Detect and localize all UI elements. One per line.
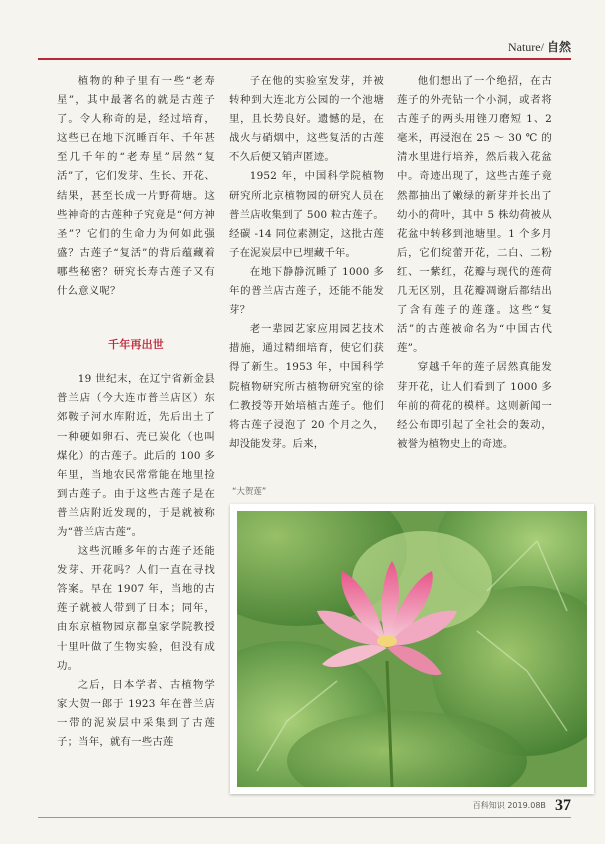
paragraph: 1952 年，中国科学院植物研究所北京植物园的研究人员在普兰店收集到了 500 粒古莲子。经碳 -14 同位素测定，这批古莲子在泥炭层中已埋藏千年。 [229,170,384,259]
magazine-issue: 百科知识 2019.08B [472,801,546,810]
paragraph: 在地下静静沉睡了 1000 多年的普兰店古莲子，还能不能发芽？ [229,265,384,317]
paragraph: 19 世纪末，在辽宁省新金县普兰店（今大连市普兰店区）东郊鞍子河水库附近，先后出土了一种硬如卵石、壳已炭化（也叫煤化）的古莲子。此后的 100 多年里，当地农民常常能在地里捡到古莲子。由于这些古莲子是在普兰店附近发现的，于是就被称为“普兰店古莲”。 [57,373,215,538]
paragraph: 这些沉睡多年的古莲子还能发芽、开花吗？人们一直在寻找答案。早在 1907 年，当地的古莲子就被人带到了日本；同年，由东京植物园京都皇家学院教授十里叶做了生物实验，但没有成功。 [57,545,215,672]
article-column-3 [397,72,552,454]
photo-frame [230,504,594,794]
page-footer [473,795,571,815]
section-title [508,38,571,55]
page-number: 37 [555,796,571,814]
section-heading: 千年再出世 [108,338,164,352]
paragraph: 子在他的实验室发芽，并被转种到大连北方公园的一个池塘里，且长势良好。遗憾的是，在战火与硝烟中，这些复活的古莲不久后便又销声匿迹。 [229,75,384,164]
section-separator: / [540,40,544,54]
paragraph: 老一辈园艺家应用园艺技术措施，通过精细培育，使它们获得了新生。1953 年，中国科学院植物研究所古植物研究室的徐仁教授等开始培植古莲子。他们将古莲子浸泡了 20 个月之久，却没能发芽。后来， [229,323,384,450]
section-title-en: Nature [507,40,541,54]
lotus-photo [237,511,587,787]
paragraph: 之后，日本学者、古植物学家大贺一郎于 1923 年在普兰店一带的泥炭层中采集到了古莲子；当年，就有一些古莲 [57,678,215,748]
paragraph: 植物的种子里有一些“老寿星”，其中最著名的就是古莲子了。令人称奇的是，经过培育，这些已在地下沉睡百年、千年甚至几千年的“老寿星”居然“复活”了，它们发芽、生长、开花、结果，甚至长成一片野荷塘。这些神奇的古莲种子究竟是“何方神圣”？它们的生命力为何如此强盛？古莲子“复活”的背后蕴藏着哪些秘密？研究长寿古莲子又有什么意义呢？ [57,75,215,298]
page-header [0,0,605,62]
section-title-cn: 自然 [546,40,571,54]
paragraph: 穿越千年的莲子居然真能发芽开花，让人们看到了 1000 多年前的荷花的模样。这则新闻一经公布即引起了全社会的轰动，被誉为植物史上的奇迹。 [397,361,552,450]
lotus-illustration [237,511,587,787]
footer-rule [38,817,571,818]
photo-caption: “大贺莲” [232,487,267,497]
article-column-2 [229,72,384,454]
paragraph: 他们想出了一个绝招，在古莲子的外壳钻一个小洞，或者将古莲子的两头用锉刀磨短 1、2 毫米，再浸泡在 25 ～ 30 ℃ 的清水里进行培养，然后栽入花盆中。奇迹出现了，这些古莲子竟然都抽出了嫩绿的新芽并长出了幼小的荷叶，其中 5 株幼荷被从花盆中转移到池塘里。1 个多月后，它们绽蕾开花，二白、二粉红、一紫红，花瓣与现代的莲荷几无区别，且花瓣凋谢后都结出了含有莲子的莲蓬。这些“复活”的古莲被命名为“中国古代莲”。 [397,75,552,355]
header-rule [38,58,571,60]
article-column-1 [57,72,215,752]
